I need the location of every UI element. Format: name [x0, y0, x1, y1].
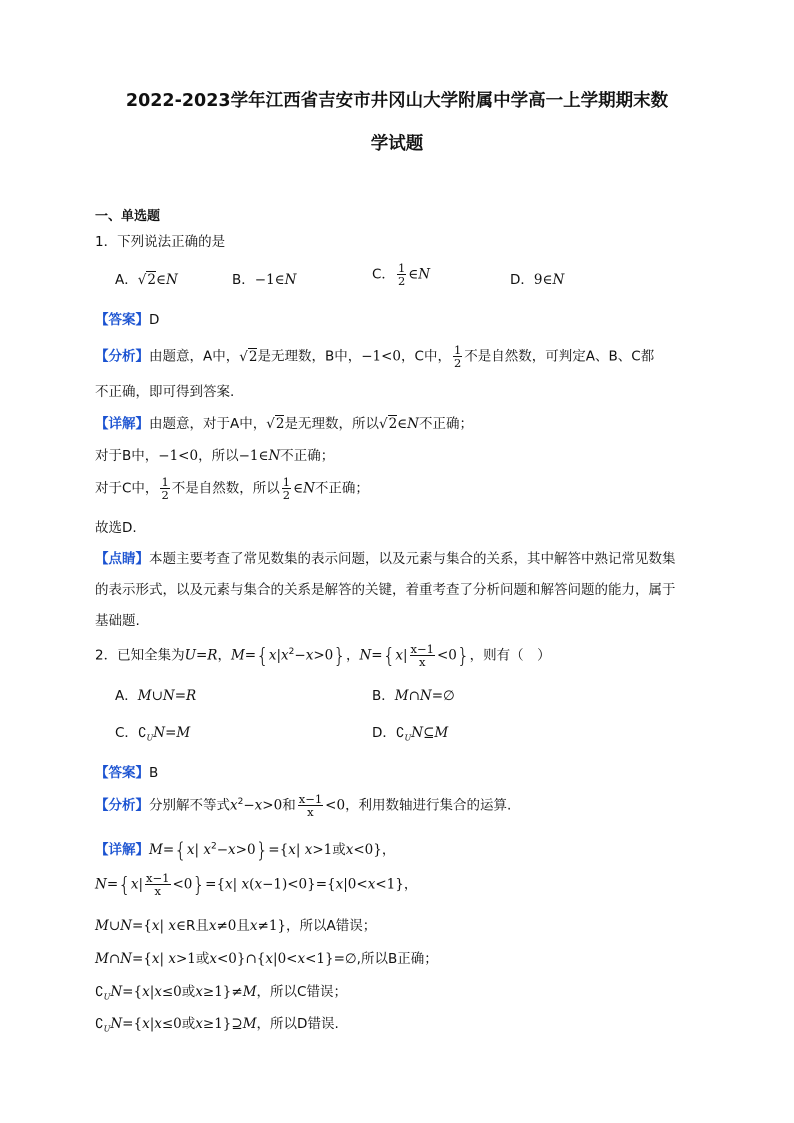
q1-comment-line2: 的表示形式，以及元素与集合的关系是解答的关键，着重考查了分析问题和解答问题的能力，属于 [95, 582, 676, 598]
q2-detail-line2: N={x| $\frac{x-1}{x}$ <0}={x| x(x−1)<0}={x|0<x<1}， [95, 871, 418, 898]
answer-tag-2: 【答案】 [95, 765, 149, 781]
q2-analysis: 【分析】分别解不等式$x^2-x>0$和 $\frac{x-1}{x}$ <0，利用数轴进行集合的运算. [95, 792, 512, 819]
page-title-line1: 2022-2023学年江西省吉安市井冈山大学附属中学高一上学期期末数 [125, 91, 669, 111]
q2-detail-line6: $∁_UN=\{x|x\le 0$或x≥1}⊇M，所以D错误. [95, 1016, 339, 1034]
q1-comment-line3: 基础题. [95, 613, 140, 629]
page-title-line2: 学试题 [370, 134, 424, 154]
q1-comment-line1 [95, 547, 676, 567]
q2-option-c: C．$∁_UN=M$ [115, 725, 191, 743]
q1-stem: 1．下列说法正确的是 [95, 234, 226, 250]
detail-tag: 【详解】 [95, 416, 149, 432]
q1-option-c: C． $\frac{1}{2}$ ∈N [372, 261, 431, 288]
q2-option-d: D．$∁_UN⊆M$ [372, 725, 449, 743]
q1-option-a: A．√2∈N [115, 272, 178, 288]
q2-option-a: A．M∪N=R [115, 688, 197, 704]
q1-detail-line3: 对于C中， $\frac{1}{2}$ 不是自然数，所以 $\frac{1}{2}$ ∈N不正确； [95, 475, 369, 502]
q2-stem: 2．已知全集为U=R，$M=\{x|x^2-x>0\}$，N={x| $\frac{x-1}{x}$ <0}，则有（ ） [95, 642, 551, 669]
q1-comment-text1: 本题主要考查了常见数集的表示问题，以及元素与集合的关系，其中解答中熟记常见数集 [149, 551, 676, 567]
q1-detail-line1: 【详解】由题意，对于A中，√2是无理数，所以√2∈N不正确； [95, 416, 473, 432]
q1-answer-value: D [149, 312, 160, 328]
q2-detail-line4: M∩N={x| x>1或x<0}∩{x|0<x<1}=∅,所以B正确； [95, 951, 438, 967]
q2-answer-value: B [149, 765, 159, 781]
q1-detail-line2: 对于B中，−1<0，所以−1∈N不正确； [95, 448, 335, 464]
section-heading: 一、单选题 [95, 209, 161, 224]
q1-option-a-label: A． [115, 272, 138, 288]
answer-tag: 【答案】 [95, 312, 149, 328]
analysis-tag-2: 【分析】 [95, 797, 149, 814]
q1-option-b: B．−1∈N [232, 272, 297, 288]
q1-detail-line4: 故选D. [95, 520, 137, 536]
comment-tag: 【点睛】 [95, 551, 149, 567]
q1-option-d: D．9∈N [510, 272, 565, 288]
q1-analysis-line2: 不正确，即可得到答案. [95, 384, 235, 400]
analysis-tag: 【分析】 [95, 348, 149, 365]
q2-answer [95, 761, 158, 781]
q2-detail-line1: 【详解】M={x| $x^2-x>0\}=\{x|$ x>1或x<0}， [95, 838, 396, 862]
q2-option-b: B．M∩N=∅ [372, 688, 455, 704]
q1-answer [95, 308, 159, 328]
q2-detail-line5: $∁_UN=\{x|x\le 0$或x≥1}≠M，所以C错误； [95, 984, 347, 1002]
q2-detail-line3: M∪N={x| x∈R且x≠0且x≠1}，所以A错误； [95, 918, 377, 934]
detail-tag-2: 【详解】 [95, 842, 149, 858]
q1-analysis-line1: 【分析】由题意，A中，√2是无理数，B中，−1<0，C中， $\frac{1}{2}$ 不是自然数，可判定A、B、C都 [95, 343, 655, 370]
